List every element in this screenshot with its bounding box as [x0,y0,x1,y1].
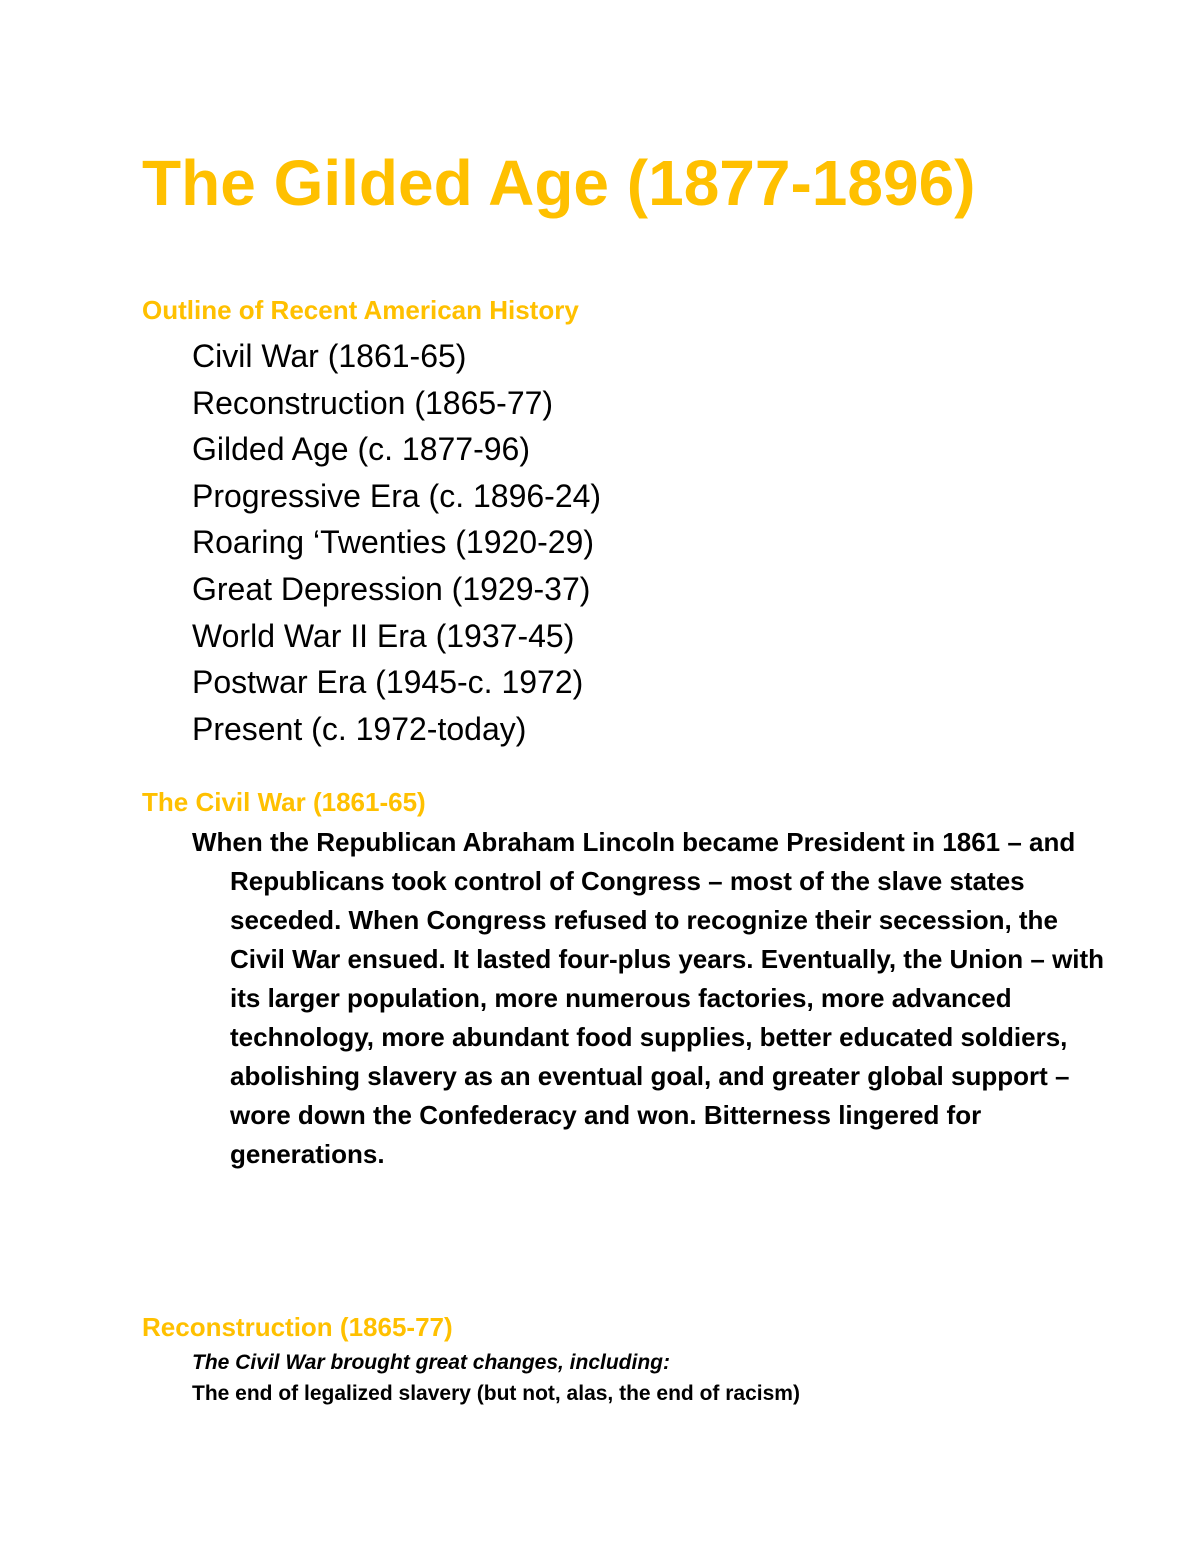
list-item: Present (c. 1972-today) [192,710,527,747]
reconstruction-heading: Reconstruction (1865-77) [142,1312,453,1342]
civil-war-paragraph: When the Republican Abraham Lincoln became President in 1861 – and Republicans took control of Congress – most of the slave states seceded. When Congress refused to recognize their secession, the Civil War ensued. It lasted four-plus years. Eventually, the Union – with its larger population, more numerous factories, more advanced technology, more abundant food supplies, better educated soldiers, abolishing slavery as an eventual goal, and greater global support – wore down the Confederacy and won. Bitterness lingered for generations. [192,827,1105,1169]
reconstruction-item: The end of legalized slavery (but not, alas, the end of racism) [192,1382,800,1405]
civil-war-heading: The Civil War (1861-65) [142,787,426,817]
outline-list [192,333,601,752]
list-item: World War II Era (1937-45) [192,617,575,654]
list-item: Civil War (1861-65) [192,338,467,374]
list-item: Progressive Era (c. 1896-24) [192,477,602,514]
outline-heading: Outline of Recent American History [142,295,579,325]
list-item: Roaring ‘Twenties (1920-29) [192,524,594,561]
page-title: The Gilded Age (1877-1896) [142,147,976,219]
list-item: Postwar Era (1945-c. 1972) [192,664,584,701]
reconstruction-intro: The Civil War brought great changes, including: [192,1351,670,1374]
list-item: Reconstruction (1865-77) [192,384,554,421]
list-item: Gilded Age (c. 1877-96) [192,431,530,468]
list-item: Great Depression (1929-37) [192,570,591,607]
